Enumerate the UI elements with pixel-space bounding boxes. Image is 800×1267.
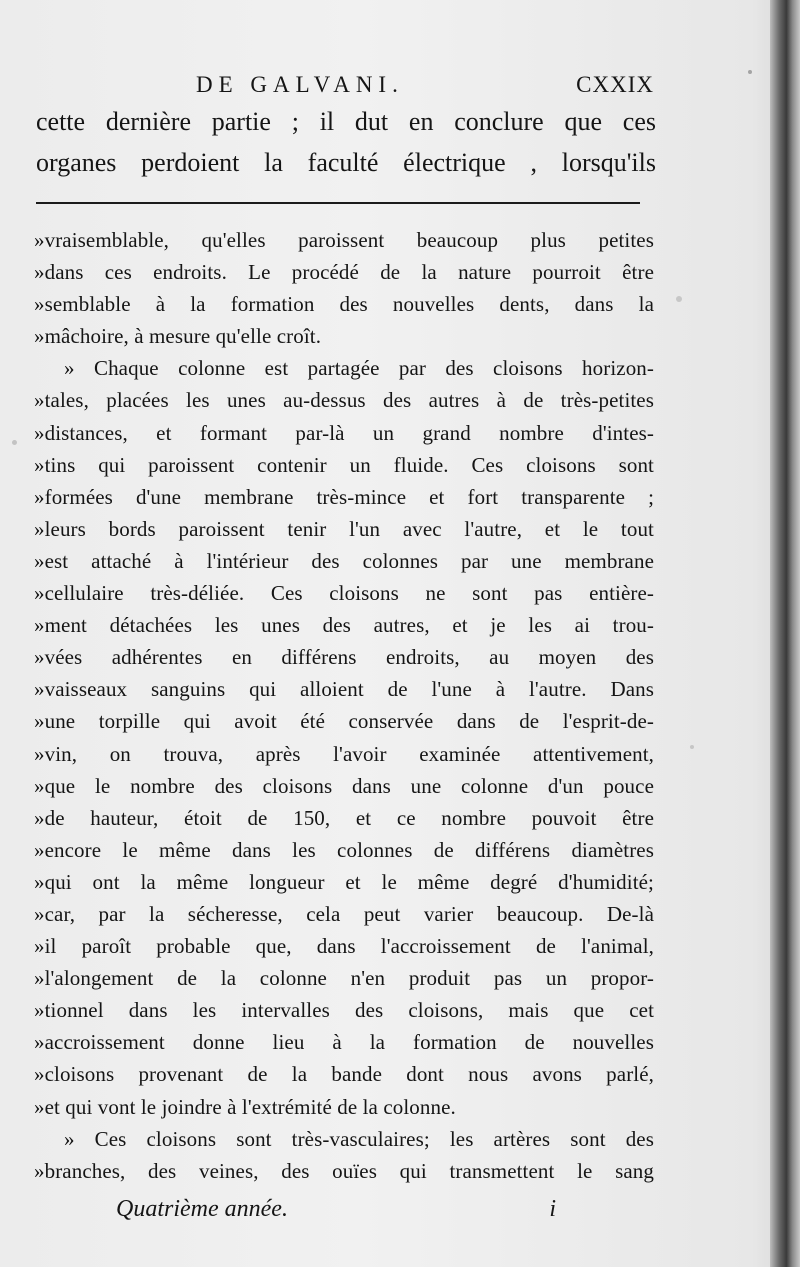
running-title: DE GALVANI. xyxy=(196,72,404,97)
footnote-line: »il paroît probable que, dans l'accroissement de l'animal, xyxy=(34,934,654,959)
footnote-text xyxy=(34,224,654,1187)
footnote-line: »formées d'une membrane très-mince et fort transparente ; xyxy=(34,484,654,509)
book-spine-shadow xyxy=(770,0,800,1267)
footnote-line: »ment détachées les unes des autres, et je les ai trou- xyxy=(34,613,654,638)
signature-mark: Quatrième année. xyxy=(116,1196,288,1222)
footnote-line: »une torpille qui avoit été conservée dans de l'esprit-de- xyxy=(34,709,654,734)
footnote-line: »tales, placées les unes au-dessus des autres à de très-petites xyxy=(34,388,654,413)
paper-speck xyxy=(748,70,752,74)
footnote-line: »cellulaire très-déliée. Ces cloisons ne sont pas entière- xyxy=(34,581,654,606)
footnote-line: »vin, on trouva, après l'avoir examinée attentivement, xyxy=(34,741,654,766)
footnote-line: »vraisemblable, qu'elles paroissent beaucoup plus petites xyxy=(34,228,654,252)
footnote-line: »est attaché à l'intérieur des colonnes par une membrane xyxy=(34,548,654,573)
signature-line xyxy=(116,1196,556,1230)
footnote-line: » Ces cloisons sont très-vasculaires; les artères sont des xyxy=(64,1126,654,1151)
signature-letter: i xyxy=(549,1196,556,1222)
footnote-line: »de hauteur, étoit de 150, et ce nombre pouvoit être xyxy=(34,805,654,830)
page-number: CXXIX xyxy=(576,72,654,97)
footnote-line: »distances, et formant par-là un grand nombre d'intes- xyxy=(34,420,654,445)
footnote-line: »vées adhérentes en différens endroits, au moyen des xyxy=(34,645,654,670)
footnote-line: »leurs bords paroissent tenir l'un avec l'autre, et le tout xyxy=(34,516,654,541)
footnote-line: »mâchoire, à mesure qu'elle croît. xyxy=(34,324,322,349)
footnote-line: »vaisseaux sanguins qui alloient de l'une à l'autre. Dans xyxy=(34,677,654,702)
paper-speck xyxy=(676,296,682,302)
footnote-line: »accroissement donne lieu à la formation de nouvelles xyxy=(34,1030,654,1055)
footnote-line: »tionnel dans les intervalles des cloisons, mais que cet xyxy=(34,998,654,1023)
footnote-line: »semblable à la formation des nouvelles dents, dans la xyxy=(34,292,654,317)
footnote-line: »qui ont la même longueur et le même degré d'humidité; xyxy=(34,869,654,894)
paper-speck xyxy=(12,440,17,445)
footnote-line: »tins qui paroissent contenir un fluide. Ces cloisons sont xyxy=(34,452,654,477)
footnote-rule xyxy=(36,202,640,204)
footnote-line: »car, par la sécheresse, cela peut varier beaucoup. De-là xyxy=(34,901,654,926)
footnote-line: »l'alongement de la colonne n'en produit pas un propor- xyxy=(34,966,654,991)
footnote-line: »encore le même dans les colonnes de différens diamètres xyxy=(34,837,654,862)
footnote-line: »branches, des veines, des ouïes qui transmettent le sang xyxy=(34,1158,654,1183)
main-text-lines xyxy=(36,101,656,183)
paper-speck xyxy=(690,745,694,749)
footnote-line: » Chaque colonne est partagée par des cloisons horizon- xyxy=(64,356,654,381)
footnote-line: »cloisons provenant de la bande dont nous avons parlé, xyxy=(34,1062,654,1087)
footnote-line: »et qui vont le joindre à l'extrémité de la colonne. xyxy=(34,1094,456,1119)
footnote-line: »que le nombre des cloisons dans une colonne d'un pouce xyxy=(34,773,654,798)
main-text-line: organes perdoient la faculté électrique , lorsqu'ils xyxy=(36,148,656,177)
main-text-line: cette dernière partie ; il dut en conclure que ces xyxy=(36,107,656,136)
footnote-line: »dans ces endroits. Le procédé de la nature pourroit être xyxy=(34,260,654,285)
